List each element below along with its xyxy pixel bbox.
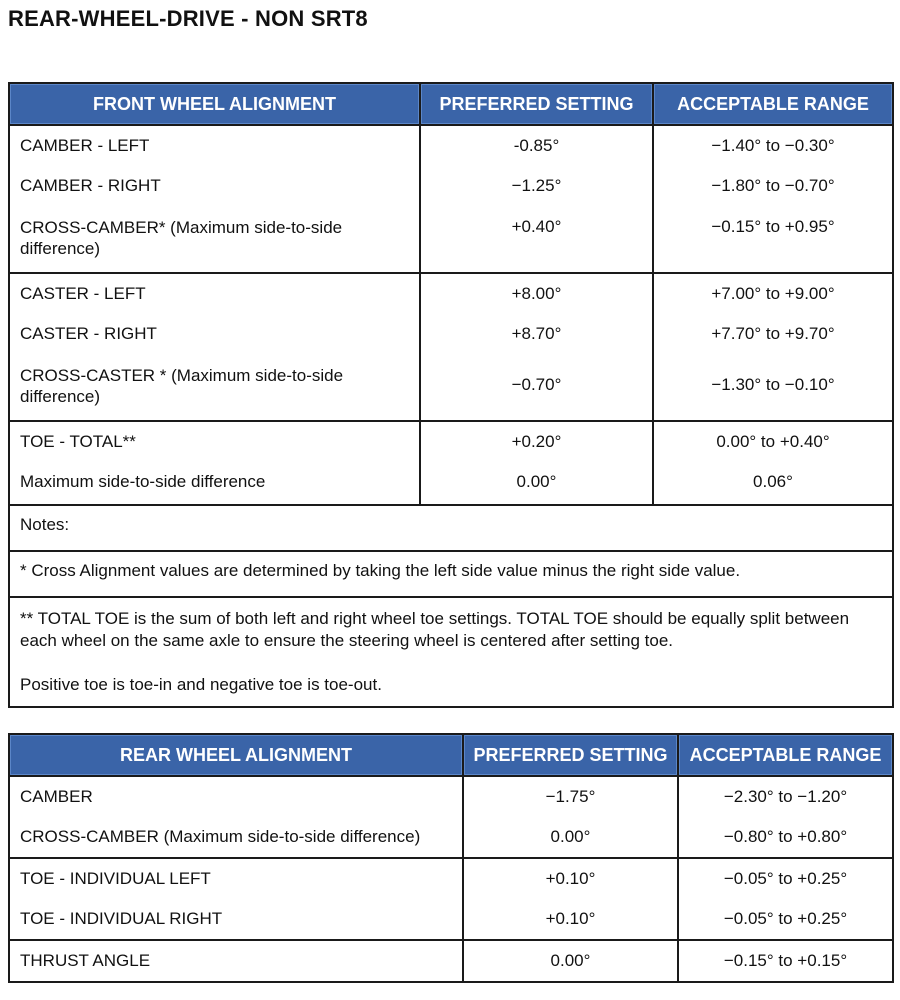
row-label: CASTER - RIGHT <box>20 324 157 343</box>
preferred-value: −0.70° <box>511 375 562 394</box>
range-value: −0.80° to +0.80° <box>723 827 848 846</box>
range-value: +7.00° to +9.00° <box>711 284 835 303</box>
table-row <box>9 166 893 207</box>
row-label: TOE - INDIVIDUAL RIGHT <box>20 909 223 928</box>
row-label: CAMBER - LEFT <box>20 136 150 155</box>
table-row <box>9 940 893 982</box>
preferred-value: +8.00° <box>511 284 562 303</box>
table-row <box>9 314 893 355</box>
preferred-value: +0.20° <box>511 432 562 451</box>
table-header-row <box>9 83 893 125</box>
range-value: −0.15° to +0.15° <box>723 951 848 970</box>
row-label: CAMBER - RIGHT <box>20 176 161 195</box>
notes-heading: Notes: <box>20 515 70 534</box>
row-label: CROSS-CAMBER (Maximum side-to-side difference) <box>20 827 421 846</box>
preferred-value: 0.00° <box>550 951 591 970</box>
table-row <box>9 421 893 462</box>
range-value: −0.05° to +0.25° <box>723 909 848 928</box>
preferred-value: 0.00° <box>550 827 591 846</box>
preferred-value: 0.00° <box>516 472 557 491</box>
table-row <box>9 273 893 314</box>
table-row <box>9 858 893 899</box>
table-header-row <box>9 734 893 776</box>
preferred-value: +0.10° <box>545 869 596 888</box>
rear-wheel-alignment-table <box>8 733 894 983</box>
column-header-preferred-setting: PREFERRED SETTING <box>463 734 678 776</box>
positive-toe-note: Positive toe is toe-in and negative toe is toe-out. <box>20 675 382 694</box>
column-header-acceptable-range: ACCEPTABLE RANGE <box>653 83 893 125</box>
notes-row <box>9 597 893 707</box>
preferred-value: +0.40° <box>511 217 562 236</box>
table-row <box>9 817 893 858</box>
row-label: CROSS-CAMBER* (Maximum side-to-side difference) <box>20 218 343 258</box>
preferred-value: +8.70° <box>511 324 562 343</box>
range-value: −0.05° to +0.25° <box>723 869 848 888</box>
table-row <box>9 355 893 421</box>
table-row <box>9 207 893 273</box>
row-label: Maximum side-to-side difference <box>20 472 266 491</box>
table-row <box>9 462 893 505</box>
table-row <box>9 125 893 166</box>
column-header-front-wheel-alignment: FRONT WHEEL ALIGNMENT <box>9 83 420 125</box>
range-value: −1.80° to −0.70° <box>711 176 835 195</box>
front-wheel-alignment-table <box>8 82 894 708</box>
row-label: TOE - TOTAL** <box>20 432 136 451</box>
total-toe-note: ** TOTAL TOE is the sum of both left and right wheel toe settings. TOTAL TOE should be equally split between each wheel on the same axle to ensure the steering wheel is centered after setting toe. <box>20 609 850 650</box>
row-label: CAMBER <box>20 787 93 806</box>
preferred-value: -0.85° <box>513 136 560 155</box>
column-header-preferred-setting: PREFERRED SETTING <box>420 83 653 125</box>
preferred-value: +0.10° <box>545 909 596 928</box>
range-value: −1.30° to −0.10° <box>711 375 835 394</box>
column-header-rear-wheel-alignment: REAR WHEEL ALIGNMENT <box>9 734 463 776</box>
row-label: CROSS-CASTER * (Maximum side-to-side difference) <box>20 366 344 406</box>
range-value: −2.30° to −1.20° <box>723 787 848 806</box>
row-label: CASTER - LEFT <box>20 284 146 303</box>
notes-row <box>9 551 893 597</box>
range-value: 0.06° <box>753 472 793 491</box>
column-header-acceptable-range: ACCEPTABLE RANGE <box>678 734 893 776</box>
notes-row <box>9 505 893 551</box>
table-row <box>9 776 893 817</box>
range-value: 0.00° to +0.40° <box>716 432 830 451</box>
page-title: REAR-WHEEL-DRIVE - NON SRT8 <box>8 6 368 31</box>
table-row <box>9 899 893 940</box>
preferred-value: −1.25° <box>511 176 562 195</box>
cross-alignment-note: * Cross Alignment values are determined by taking the left side value minus the right side value. <box>20 561 741 580</box>
range-value: −1.40° to −0.30° <box>711 136 835 155</box>
range-value: −0.15° to +0.95° <box>711 217 835 236</box>
preferred-value: −1.75° <box>545 787 596 806</box>
row-label: THRUST ANGLE <box>20 951 151 970</box>
range-value: +7.70° to +9.70° <box>711 324 835 343</box>
row-label: TOE - INDIVIDUAL LEFT <box>20 869 211 888</box>
